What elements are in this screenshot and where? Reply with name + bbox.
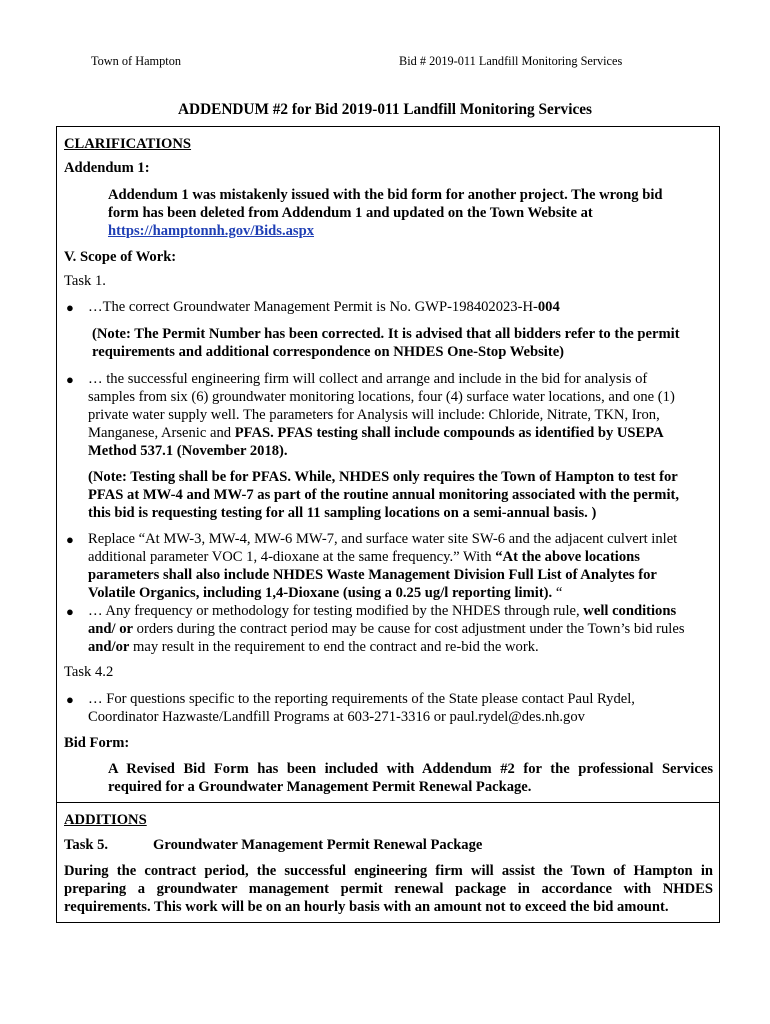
additions-paragraph: During the contract period, the successful engineering firm will assist the Town of Hampton in — [64, 863, 713, 879]
header-town: Town of Hampton — [91, 54, 181, 68]
bullet-replace: Replace “At MW-3, MW-4, MW-6 MW-7, and surface water site SW-6 and the adjacent culvert inlet — [88, 531, 678, 547]
bullet-replace: Volatile Organics, including 1,4-Dioxane (using a 0.25 ug/l reporting limit). “ — [88, 585, 563, 601]
addendum1-text: form has been deleted from Addendum 1 and updated on the Town Website at — [108, 205, 593, 221]
note-permit: (Note: The Permit Number has been corrected. It is advised that all bidders refer to the permit — [92, 326, 680, 342]
task5-title: Groundwater Management Permit Renewal Package — [153, 837, 483, 853]
bullet-replace: additional parameter VOC 1, 4-dioxane at the same frequency.” With “At the above locations — [88, 549, 640, 565]
bid-form-text: required for a Groundwater Management Permit Renewal Package. — [108, 779, 532, 795]
addendum1-text: Addendum 1 was mistakenly issued with the bid form for another project. The wrong bid — [108, 187, 663, 203]
addendum1-label: Addendum 1: — [64, 160, 150, 176]
bullet-dot-icon: ● — [66, 300, 74, 315]
bullet-frequency: … Any frequency or methodology for testing modified by the NHDES through rule, well conditions — [88, 603, 677, 619]
additions-paragraph: requirements. This work will be on an hourly basis with an amount not to exceed the bid amount. — [64, 899, 669, 915]
scope-heading: V. Scope of Work: — [64, 249, 177, 265]
note-permit: requirements and additional correspondence on NHDES One-Stop Website) — [92, 344, 565, 360]
clarifications-heading: CLARIFICATIONS — [64, 136, 192, 152]
header-bid: Bid # 2019-011 Landfill Monitoring Services — [399, 54, 623, 68]
bullet-frequency: and/ or orders during the contract period may be cause for cost adjustment under the Town’s bid rules — [88, 621, 685, 637]
bullet-analysis: Method 537.1 (November 2018). — [88, 443, 288, 459]
bid-form-heading: Bid Form: — [64, 735, 130, 751]
additions-paragraph: preparing a groundwater management permit renewal package in accordance with NHDES — [64, 881, 713, 897]
bullet-dot-icon: ● — [66, 532, 74, 547]
bullet-dot-icon: ● — [66, 372, 74, 387]
bullet-analysis: … the successful engineering firm will collect and arrange and include in the bid for analysis of — [88, 371, 648, 387]
additions-heading: ADDITIONS — [64, 812, 147, 828]
bullet-frequency: and/or may result in the requirement to end the contract and re-bid the work. — [88, 639, 539, 655]
note-pfas: this bid is requesting testing for all 11 sampling locations on a semi-annual basis. ) — [88, 505, 597, 521]
note-pfas: PFAS at MW-4 and MW-7 as part of the routine annual monitoring associated with the permit, — [88, 487, 680, 503]
task1-label: Task 1. — [64, 273, 106, 289]
task5-label: Task 5. — [64, 837, 109, 853]
bullet-analysis: Manganese, Arsenic and PFAS. PFAS testing shall include compounds as identified by USEPA — [88, 425, 664, 441]
bullet-permit-number: …The correct Groundwater Management Permit is No. GWP-198402023-H-004 — [88, 299, 560, 315]
bid-form-text: A Revised Bid Form has been included with Addendum #2 for the professional Services — [108, 761, 713, 777]
bullet-dot-icon: ● — [66, 604, 74, 619]
bullet-analysis: samples from six (6) groundwater monitoring locations, four (4) surface water locations, and one (1) — [88, 389, 675, 405]
bids-link[interactable]: https://hamptonnh.gov/Bids.aspx — [108, 223, 315, 239]
bullet-replace: parameters shall also include NHDES Waste Management Division Full List of Analytes for — [88, 567, 657, 583]
note-pfas: (Note: Testing shall be for PFAS. While, NHDES only requires the Town of Hampton to test for — [88, 469, 678, 485]
page-title: ADDENDUM #2 for Bid 2019-011 Landfill Monitoring Services — [177, 101, 592, 118]
bullet-dot-icon: ● — [66, 692, 74, 707]
task42-label: Task 4.2 — [64, 664, 114, 680]
bullet-analysis: private water supply well. The parameters for Analysis will include: Chloride, Nitrate, TKN, Iron, — [88, 407, 660, 423]
bullet-contact: Coordinator Hazwaste/Landfill Programs at 603-271-3316 or paul.rydel@des.nh.gov — [88, 709, 585, 725]
bullet-contact: … For questions specific to the reporting requirements of the State please contact Paul Rydel, — [88, 691, 635, 707]
